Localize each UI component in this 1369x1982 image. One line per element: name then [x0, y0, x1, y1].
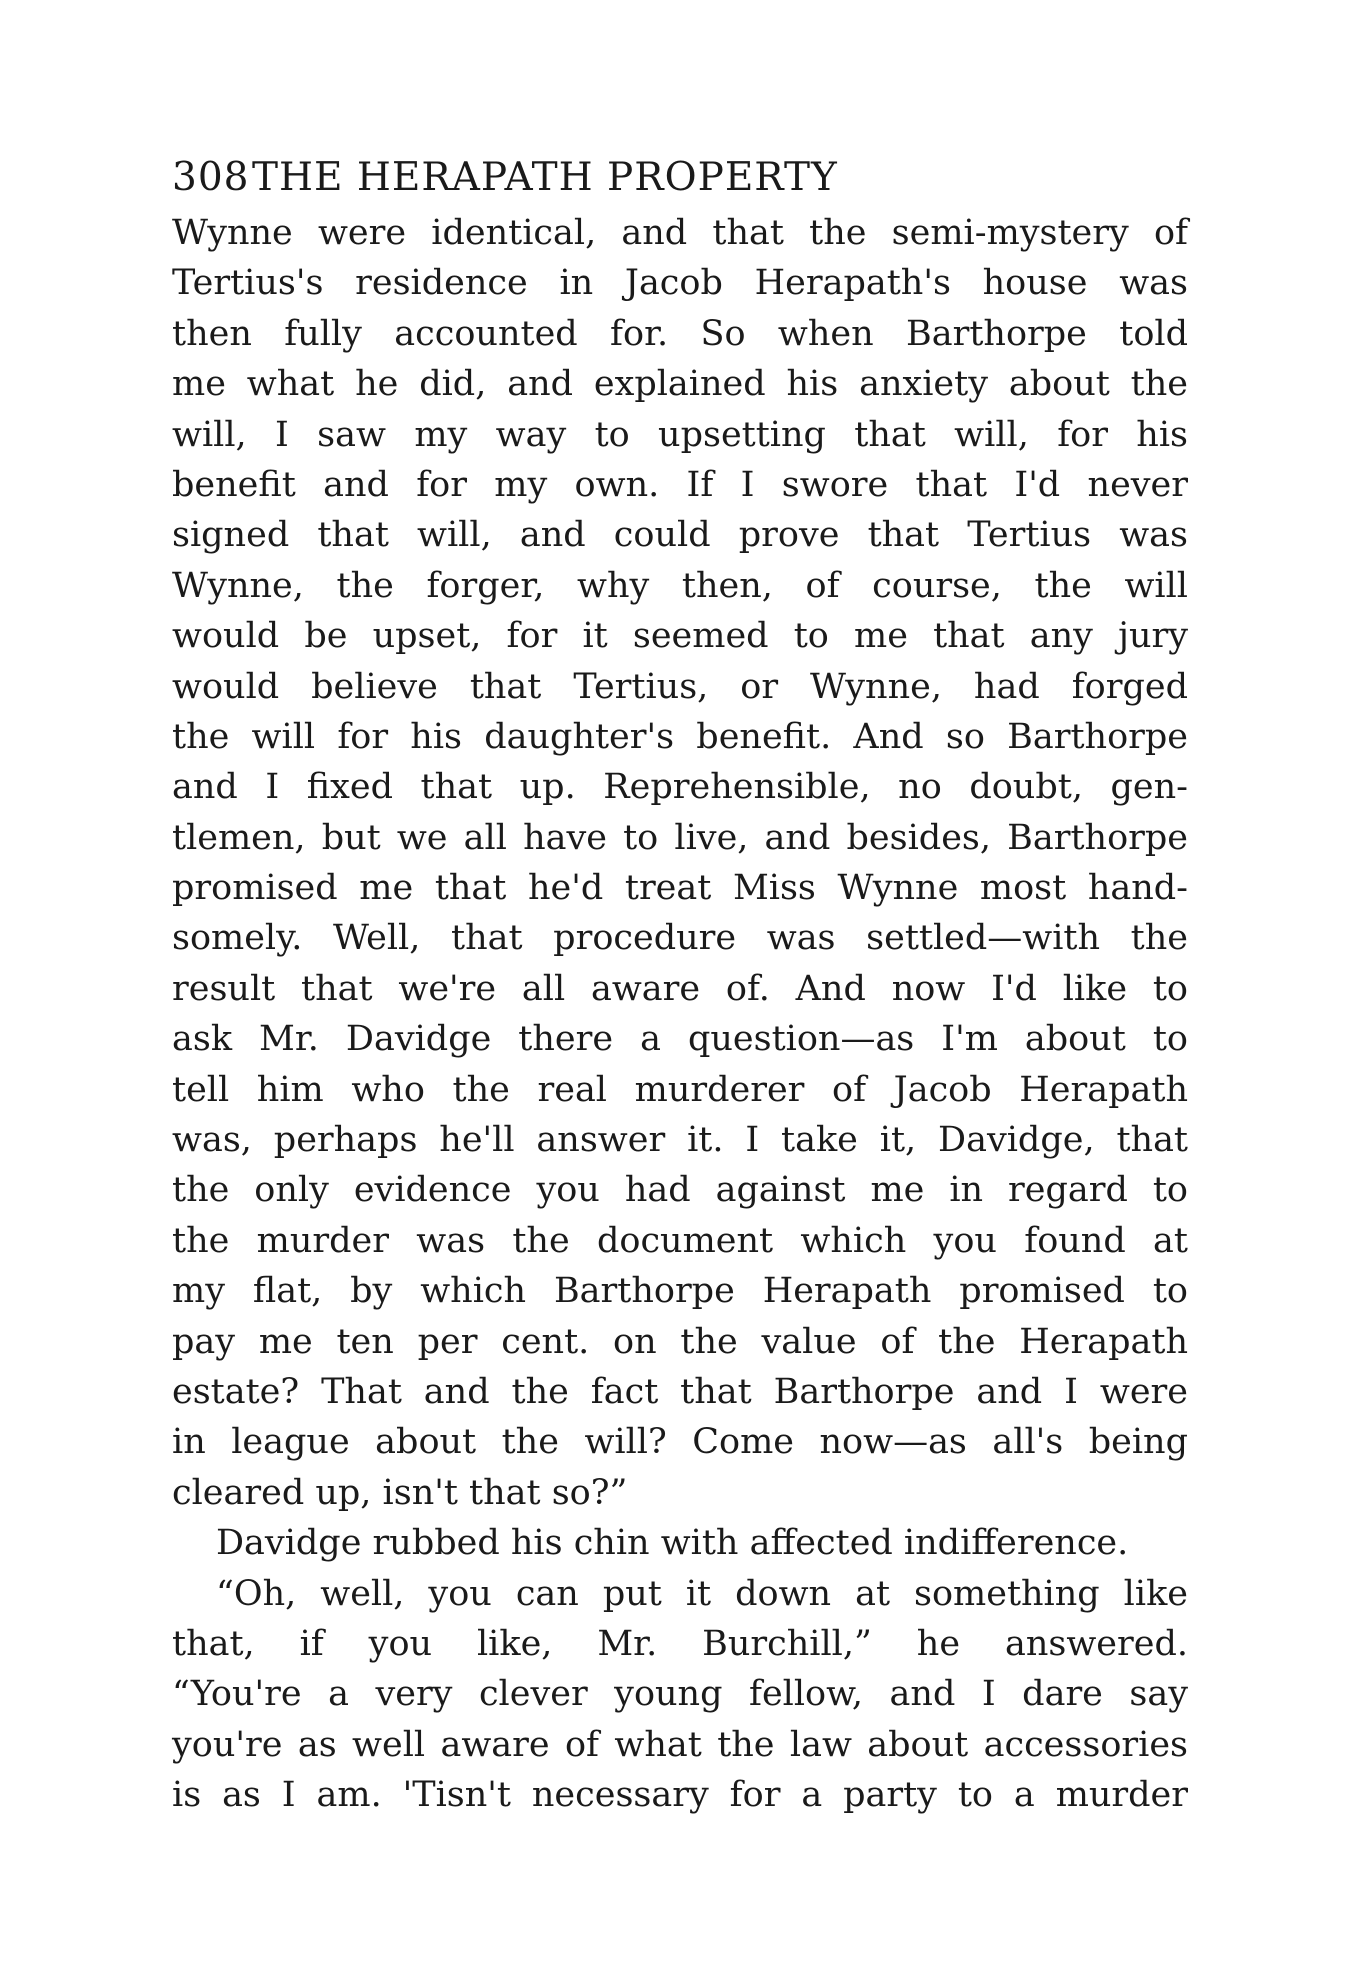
text-line: tlemen, but we all have to live, and besides, Barthorpe — [172, 817, 1188, 858]
paragraph — [172, 1518, 1188, 1568]
text-line: “You're a very clever young fellow, and I dare say — [172, 1674, 1188, 1715]
text-line: would believe that Tertius, or Wynne, had forged — [172, 666, 1188, 707]
text-line: ask Mr. Davidge there a question—as I'm about to — [172, 1019, 1188, 1060]
text-line: estate? That and the fact that Barthorpe and I were — [172, 1371, 1188, 1412]
running-title: THE HERAPATH PROPERTY — [252, 155, 838, 200]
text-line: was, perhaps he'll answer it. I take it, Davidge, that — [172, 1120, 1188, 1161]
text-line: me what he did, and explained his anxiety about the — [172, 364, 1188, 405]
paragraph — [172, 1569, 1188, 1821]
text-line: the murder was the document which you found at — [172, 1220, 1188, 1261]
text-line: cleared up, isn't that so?” — [172, 1472, 628, 1513]
text-line: promised me that he'd treat Miss Wynne most hand- — [172, 868, 1188, 909]
text-line: somely. Well, that procedure was settled—with the — [172, 918, 1188, 959]
text-line: signed that will, and could prove that Tertius was — [172, 515, 1188, 556]
text-line: would be upset, for it seemed to me that any jury — [172, 616, 1188, 657]
text-line: pay me ten per cent. on the value of the Herapath — [172, 1321, 1188, 1362]
text-line: tell him who the real murderer of Jacob Herapath — [172, 1069, 1188, 1110]
paragraph — [172, 208, 1188, 1518]
text-line: the only evidence you had against me in regard to — [172, 1170, 1188, 1211]
text-line: is as I am. 'Tisn't necessary for a party to a murder — [172, 1775, 1188, 1816]
text-line: Davidge rubbed his chin with affected indifference. — [216, 1523, 1129, 1564]
text-line: that, if you like, Mr. Burchill,” he answered. — [172, 1623, 1188, 1664]
text-line: “Oh, well, you can put it down at something like — [216, 1573, 1188, 1614]
text-line: in league about the will? Come now—as all's being — [172, 1422, 1188, 1463]
text-line: then fully accounted for. So when Barthorpe told — [172, 313, 1188, 354]
text-line: you're as well aware of what the law about accessories — [172, 1724, 1188, 1765]
text-line: my flat, by which Barthorpe Herapath promised to — [172, 1271, 1188, 1312]
text-line: and I fixed that up. Reprehensible, no doubt, gen- — [172, 767, 1188, 808]
text-line: Tertius's residence in Jacob Herapath's house was — [172, 263, 1188, 304]
text-line: Wynne were identical, and that the semi-mystery of — [172, 213, 1188, 253]
running-head — [172, 150, 1188, 206]
text-line: result that we're all aware of. And now I'd like to — [172, 968, 1188, 1009]
body-text — [172, 208, 1188, 1821]
text-line: Wynne, the forger, why then, of course, the will — [172, 565, 1188, 606]
book-page — [172, 150, 1188, 1821]
text-line: the will for his daughter's benefit. And so Barthorpe — [172, 716, 1188, 757]
text-line: will, I saw my way to upsetting that will, for his — [172, 414, 1188, 455]
text-line: benefit and for my own. If I swore that I'd never — [172, 464, 1188, 505]
page-number: 308 — [172, 155, 250, 200]
